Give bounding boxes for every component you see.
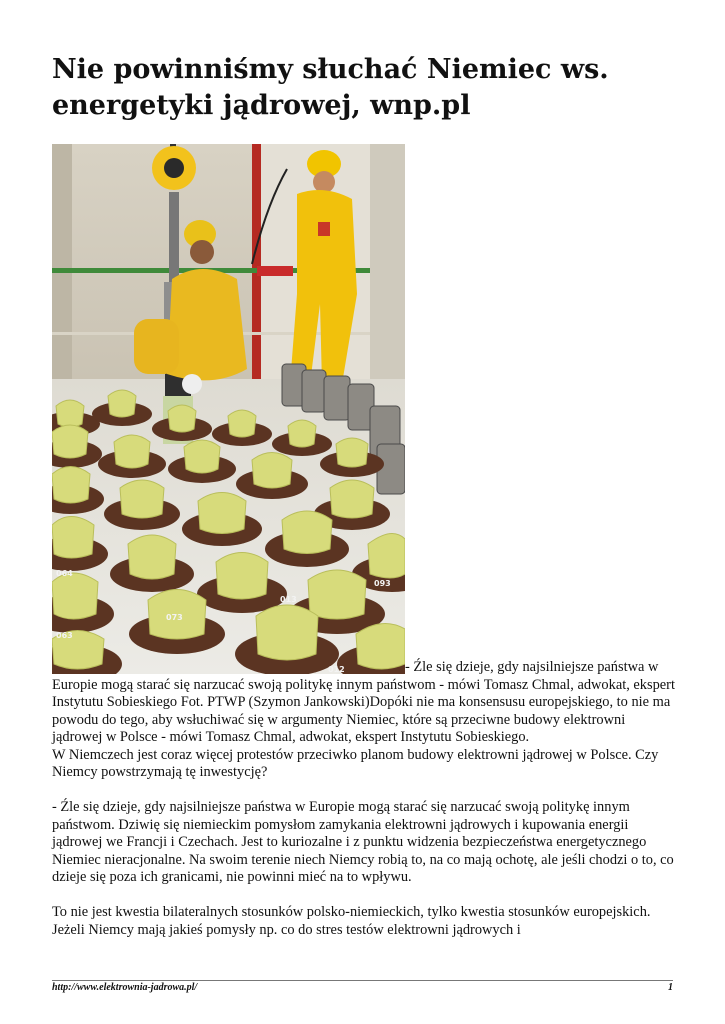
can-label: 063 (56, 631, 73, 640)
can-label: 012 (328, 665, 345, 674)
article-paragraph: - Źle się dzieje, gdy najsilniejsze państwa w Europie mogą starać się narzucać swoją politykę innym państwom. Dziwię się niemieckim pomysłom zamykania elektrowni jądrowych i kupowania energii jądrowej we Francji i Czechach. Jest to kuriozalne i z punktu widzenia bezpieczeństwa energetycznego Niemiec nieracjonalne. Na swoim terenie niech Niemcy robią to, na co mają ochotę, ale jeśli chodzi o to, co dzieje się poza ich granicami, nie powinni mieć na to wpływu. (52, 799, 674, 885)
article-paragraph: W Niemczech jest coraz więcej protestów przeciwko planom budowy elektrowni jądrowej w Polsce. Czy Niemcy powstrzymają tę inwestycję? (52, 746, 659, 780)
footer-url: http://www.elektrownia-jadrowa.pl/ (52, 982, 198, 993)
article-photo (52, 144, 405, 674)
page-number: 1 (668, 982, 673, 993)
can-label: 013 (280, 595, 297, 604)
can-label: 093 (374, 579, 391, 588)
nuclear-fuel-loading-photo (52, 144, 405, 674)
article-paragraph: To nie jest kwestia bilateralnych stosunków polsko-niemieckich, tylko kwestia stosunków europejskich. Jeżeli Niemcy mają jakieś pomysły np. co do stres testów elektrowni jądrowych i (52, 904, 651, 938)
can-label: 064 (56, 569, 73, 578)
article-lead: - Źle się dzieje, gdy najsilniejsze państwa w Europie mogą starać się narzucać swoją politykę innym państwom - mówi Tomasz Chmal, adwokat, ekspert Instytutu Sobieskiego Fot. PTWP (Szymon Jankowski)Dopóki nie ma konsensusu europejskiego, to nie ma powodu do tego, aby wsłuchiwać się w argumenty Niemiec, które są przeciwne budowy elektrowni jądrowej w Polsce - mówi Tomasz Chmal, adwokat, ekspert Instytutu Sobieskiego. (52, 659, 675, 745)
article-title: Nie powinniśmy słuchać Niemiec ws. energetyki jądrowej, wnp.pl (52, 54, 609, 121)
can-label: 073 (166, 613, 183, 622)
article-body (52, 144, 677, 939)
footer-divider (52, 980, 673, 981)
